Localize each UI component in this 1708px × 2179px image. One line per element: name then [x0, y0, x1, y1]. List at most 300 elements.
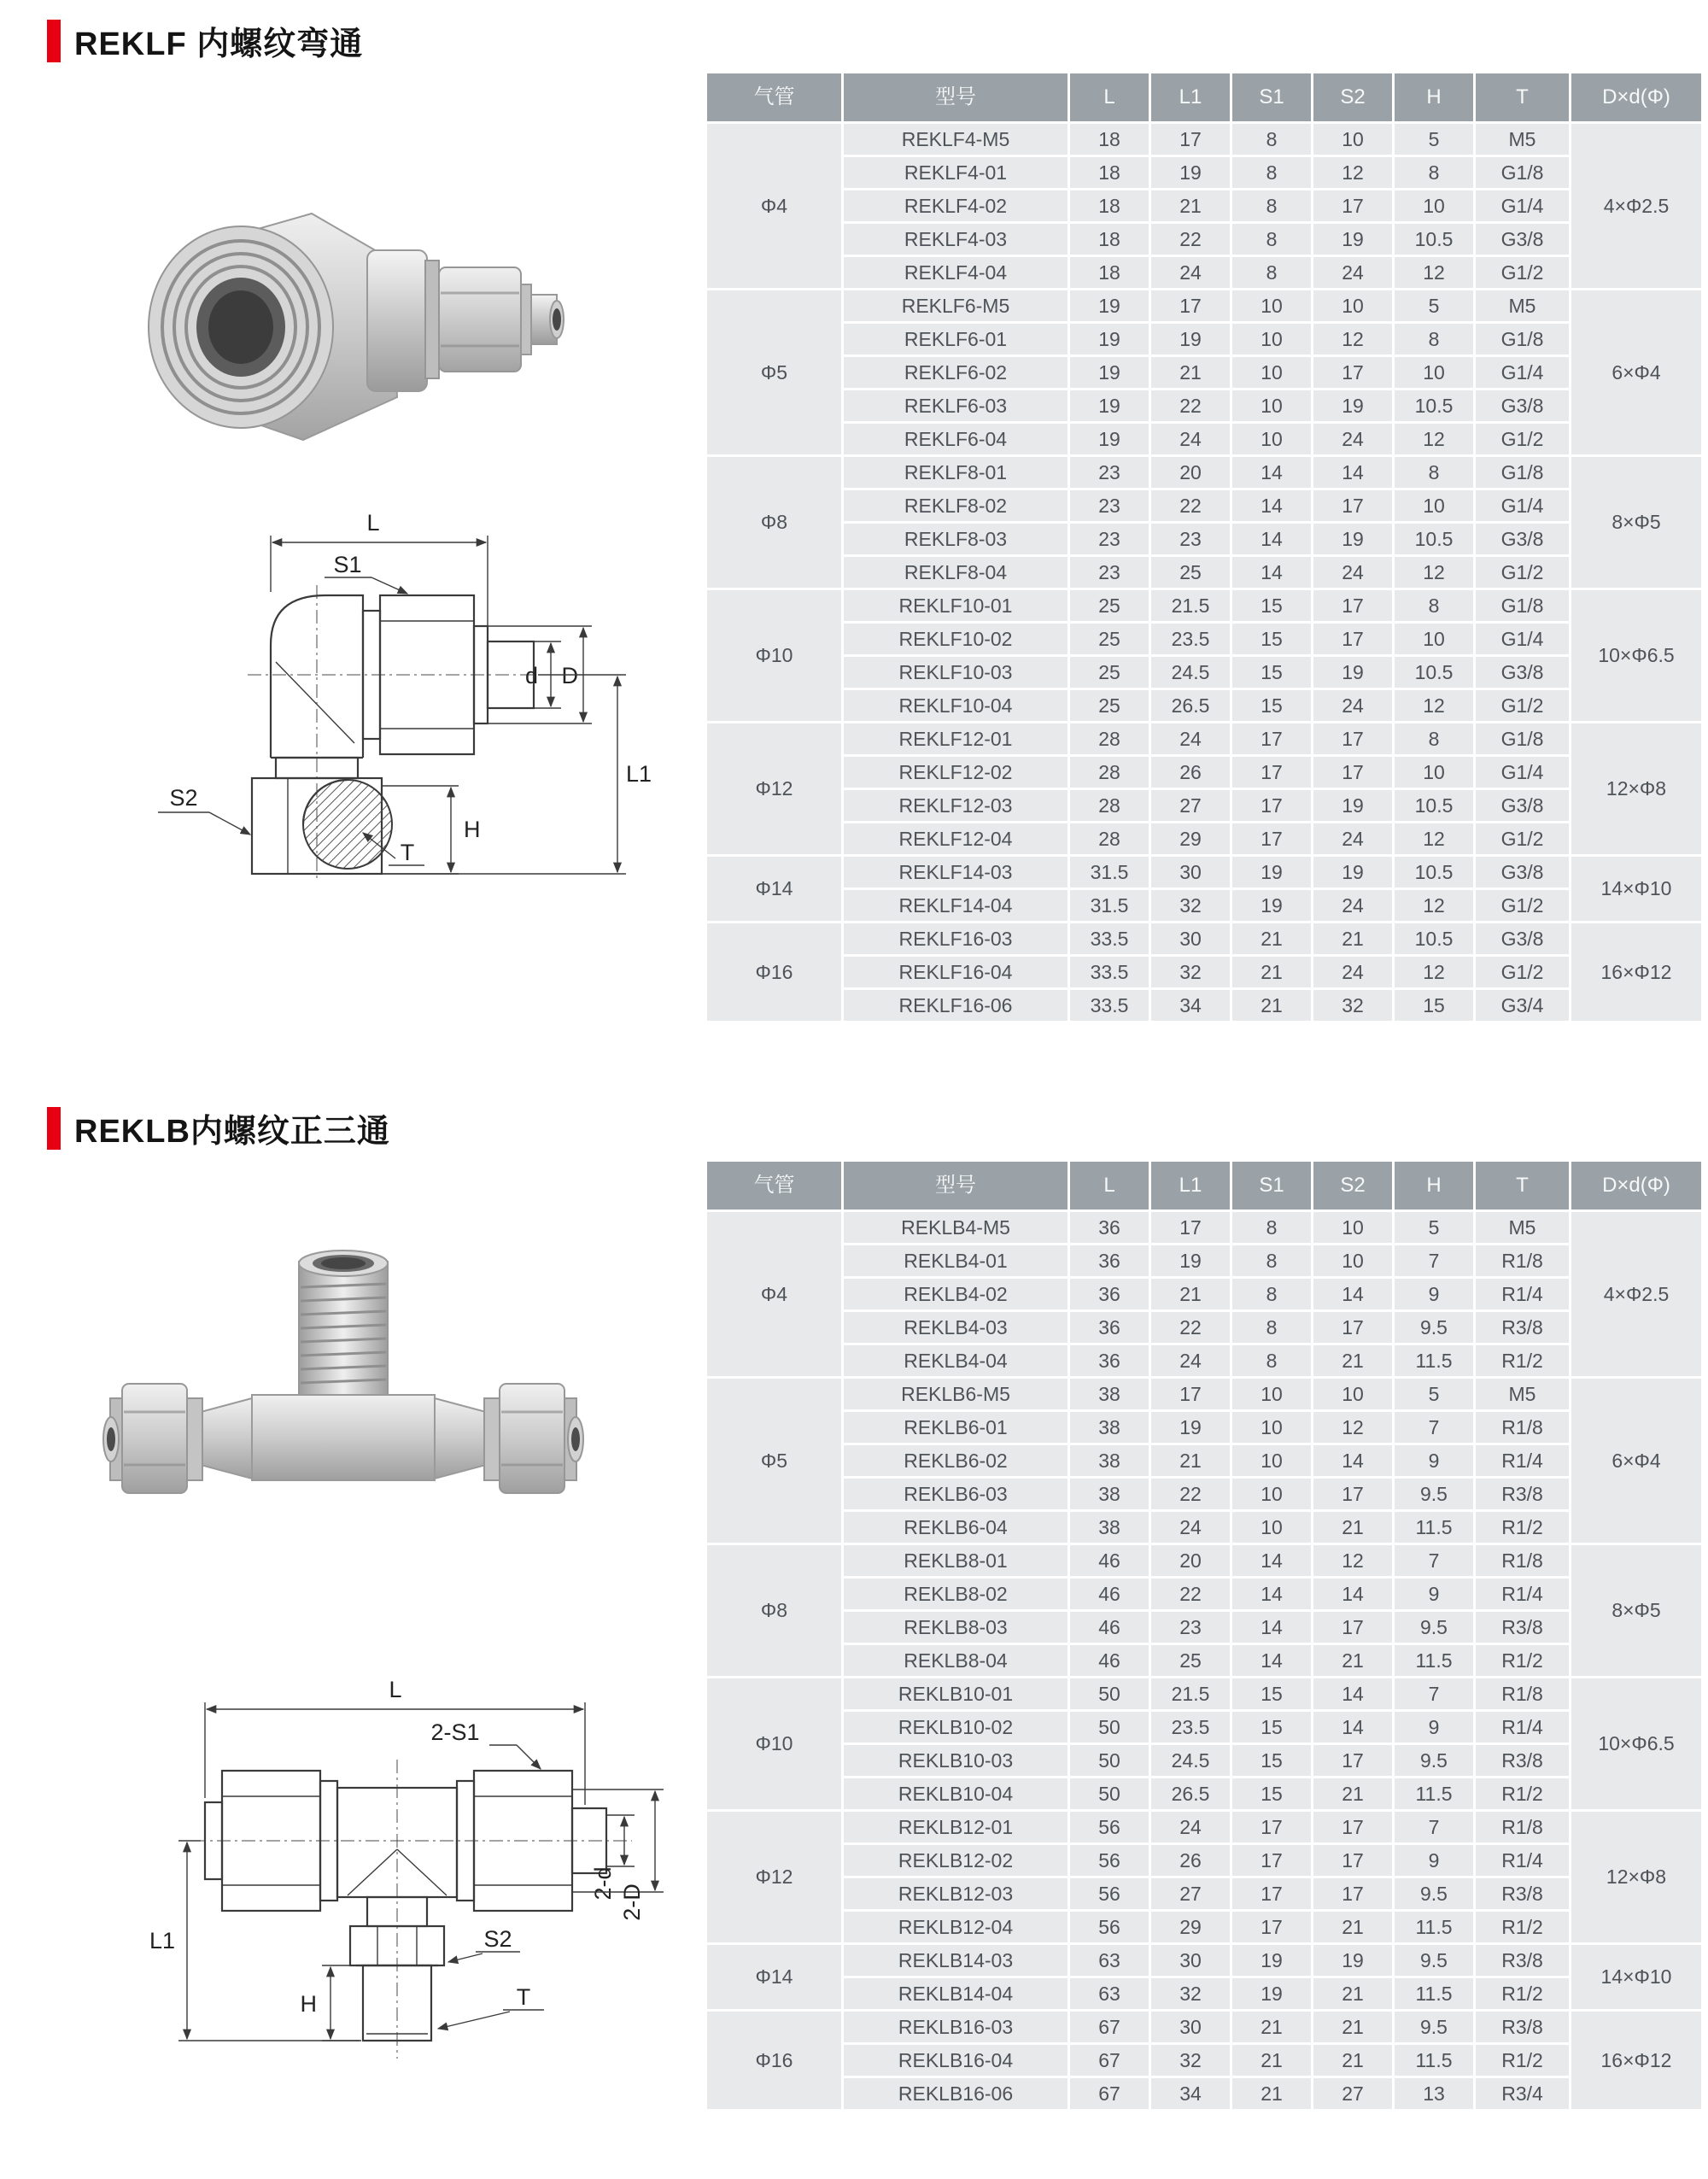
dimension-cell: 22 — [1150, 390, 1231, 423]
model-cell: REKLB4-02 — [843, 1278, 1069, 1311]
dimension-cell: 24.5 — [1150, 656, 1231, 689]
dimension-cell: 21 — [1313, 1511, 1394, 1544]
dimension-cell: 23.5 — [1150, 623, 1231, 656]
dim-label-L: L — [366, 510, 380, 536]
dimension-cell: 10.5 — [1394, 856, 1475, 889]
table-row — [706, 1511, 1703, 1544]
dim-label-L1: L1 — [149, 1928, 175, 1953]
dimension-cell: 10.5 — [1394, 656, 1475, 689]
column-header: 气管 — [706, 1161, 843, 1211]
dimension-cell: 19 — [1150, 1411, 1231, 1444]
dimension-cell: R1/2 — [1475, 1911, 1571, 1944]
dimension-cell: 22 — [1150, 1578, 1231, 1611]
dimension-cell: 7 — [1394, 1544, 1475, 1578]
dimension-cell: 23 — [1150, 523, 1231, 556]
dim-label-S1: 2-S1 — [430, 1719, 480, 1745]
dimension-cell: 30 — [1150, 2011, 1231, 2044]
dimension-cell: 10 — [1231, 1478, 1313, 1511]
dimension-cell: 8 — [1394, 156, 1475, 190]
table-row — [706, 1211, 1703, 1245]
dimension-cell: 38 — [1069, 1411, 1150, 1444]
dimension-cell: 12 — [1394, 689, 1475, 723]
dimension-cell: 9 — [1394, 1578, 1475, 1611]
tube-size-cell: Φ10 — [706, 1678, 843, 1811]
dimension-cell: 21 — [1313, 1344, 1394, 1378]
table-row — [706, 423, 1703, 456]
dimension-cell: 34 — [1150, 989, 1231, 1022]
dimension-cell: 17 — [1313, 1844, 1394, 1877]
dimension-cell: 11.5 — [1394, 1778, 1475, 1811]
column-header: S1 — [1231, 1161, 1313, 1211]
dimension-cell: 21 — [1231, 989, 1313, 1022]
dimension-cell: 27 — [1150, 1877, 1231, 1911]
dxd-cell: 8×Φ5 — [1571, 456, 1703, 589]
dimension-cell: 7 — [1394, 1245, 1475, 1278]
table-row — [706, 256, 1703, 290]
model-cell: REKLB14-03 — [843, 1944, 1069, 1977]
dimension-cell: 7 — [1394, 1678, 1475, 1711]
dimension-cell: G1/2 — [1475, 256, 1571, 290]
dimension-cell: 32 — [1150, 2044, 1231, 2077]
dimension-cell: 10 — [1313, 290, 1394, 323]
dimension-cell: 8 — [1231, 256, 1313, 290]
model-cell: REKLF4-M5 — [843, 123, 1069, 156]
dimension-cell: R1/8 — [1475, 1245, 1571, 1278]
tube-size-cell: Φ14 — [706, 856, 843, 923]
tube-size-cell: Φ16 — [706, 2011, 843, 2111]
dimension-cell: 19 — [1231, 1977, 1313, 2011]
dimension-cell: G3/8 — [1475, 856, 1571, 889]
dimension-cell: 21 — [1231, 2011, 1313, 2044]
dxd-cell: 4×Φ2.5 — [1571, 1211, 1703, 1378]
column-header: T — [1475, 1161, 1571, 1211]
dimension-cell: 10.5 — [1394, 789, 1475, 823]
model-cell: REKLF6-03 — [843, 390, 1069, 423]
dimension-cell: 8 — [1231, 156, 1313, 190]
model-cell: REKLB12-01 — [843, 1811, 1069, 1844]
dimension-cell: 17 — [1231, 823, 1313, 856]
title-accent-bar — [47, 20, 61, 62]
section-title-reklf — [47, 17, 363, 64]
table-row — [706, 1278, 1703, 1311]
dimension-cell: 11.5 — [1394, 1344, 1475, 1378]
dimension-cell: 67 — [1069, 2077, 1150, 2111]
model-cell: REKLF12-03 — [843, 789, 1069, 823]
table-row — [706, 390, 1703, 423]
model-cell: REKLF12-01 — [843, 723, 1069, 756]
table-row — [706, 2011, 1703, 2044]
dimension-cell: 24 — [1313, 823, 1394, 856]
dimension-cell: M5 — [1475, 1211, 1571, 1245]
dimension-cell: 15 — [1231, 1678, 1313, 1711]
table-row — [706, 190, 1703, 223]
table-row — [706, 1778, 1703, 1811]
dimension-cell: 56 — [1069, 1911, 1150, 1944]
model-cell: REKLB6-01 — [843, 1411, 1069, 1444]
dimension-cell: 10 — [1313, 1211, 1394, 1245]
dimension-cell: G1/4 — [1475, 489, 1571, 523]
dimension-cell: R3/8 — [1475, 1744, 1571, 1778]
table-row — [706, 1711, 1703, 1744]
dimension-cell: 17 — [1231, 1911, 1313, 1944]
dimension-cell: 8 — [1231, 123, 1313, 156]
model-cell: REKLB12-04 — [843, 1911, 1069, 1944]
dimension-cell: 5 — [1394, 1211, 1475, 1245]
dimension-cell: 14 — [1231, 1544, 1313, 1578]
dimension-cell: 19 — [1313, 856, 1394, 889]
dimension-cell: 11.5 — [1394, 1511, 1475, 1544]
dxd-cell: 14×Φ10 — [1571, 1944, 1703, 2011]
dimension-cell: 19 — [1069, 390, 1150, 423]
dimension-cell: 5 — [1394, 1378, 1475, 1411]
model-cell: REKLB8-03 — [843, 1611, 1069, 1644]
table-row — [706, 1578, 1703, 1611]
dimension-cell: 14 — [1313, 1278, 1394, 1311]
dimension-cell: G1/2 — [1475, 889, 1571, 923]
tube-size-cell: Φ4 — [706, 123, 843, 290]
dimension-cell: R1/8 — [1475, 1811, 1571, 1844]
dimension-cell: M5 — [1475, 290, 1571, 323]
dxd-cell: 6×Φ4 — [1571, 1378, 1703, 1544]
spec-table-reklf — [705, 71, 1704, 1023]
dimension-cell: 21.5 — [1150, 589, 1231, 623]
dimension-cell: 26 — [1150, 1844, 1231, 1877]
dimension-cell: 21 — [1231, 923, 1313, 956]
page-title: REKLB内螺纹正三通 — [74, 1114, 390, 1150]
dimension-cell: 38 — [1069, 1478, 1150, 1511]
dimension-cell: 10 — [1394, 356, 1475, 390]
model-cell: REKLF14-04 — [843, 889, 1069, 923]
dimension-cell: R1/2 — [1475, 2044, 1571, 2077]
dimension-cell: 12 — [1394, 823, 1475, 856]
model-cell: REKLF8-03 — [843, 523, 1069, 556]
dim-label-L1: L1 — [626, 761, 652, 787]
dimension-cell: 21 — [1313, 1778, 1394, 1811]
table-row — [706, 1811, 1703, 1844]
table-row — [706, 1678, 1703, 1711]
table-row — [706, 1977, 1703, 2011]
tube-size-cell: Φ16 — [706, 923, 843, 1022]
dimension-cell: 36 — [1069, 1344, 1150, 1378]
dimension-cell: 12 — [1394, 423, 1475, 456]
dxd-cell: 6×Φ4 — [1571, 290, 1703, 456]
column-header: L — [1069, 1161, 1150, 1211]
model-cell: REKLF14-03 — [843, 856, 1069, 889]
dxd-cell: 10×Φ6.5 — [1571, 589, 1703, 723]
model-cell: REKLF10-03 — [843, 656, 1069, 689]
dimension-cell: 28 — [1069, 823, 1150, 856]
dxd-cell: 4×Φ2.5 — [1571, 123, 1703, 290]
dimension-cell: R1/2 — [1475, 1778, 1571, 1811]
dimension-cell: M5 — [1475, 123, 1571, 156]
model-cell: REKLF12-04 — [843, 823, 1069, 856]
dimension-cell: R1/2 — [1475, 1644, 1571, 1678]
dimension-cell: 9.5 — [1394, 1611, 1475, 1644]
dimension-cell: 10 — [1231, 356, 1313, 390]
model-cell: REKLB4-01 — [843, 1245, 1069, 1278]
dimension-cell: R3/4 — [1475, 2077, 1571, 2111]
dimension-cell: 8 — [1231, 1344, 1313, 1378]
dimension-cell: 21 — [1150, 1278, 1231, 1311]
dimension-cell: 17 — [1313, 1311, 1394, 1344]
dimension-cell: 17 — [1313, 489, 1394, 523]
dimension-cell: 26.5 — [1150, 689, 1231, 723]
model-cell: REKLF8-02 — [843, 489, 1069, 523]
dimension-cell: 24.5 — [1150, 1744, 1231, 1778]
dimension-cell: 19 — [1069, 356, 1150, 390]
model-cell: REKLF6-M5 — [843, 290, 1069, 323]
model-cell: REKLF16-03 — [843, 923, 1069, 956]
dimension-cell: 14 — [1231, 489, 1313, 523]
dimension-cell: 10 — [1394, 623, 1475, 656]
dim-label-S2: S2 — [169, 785, 198, 811]
dimension-cell: 23 — [1150, 1611, 1231, 1644]
dimension-cell: 17 — [1231, 1844, 1313, 1877]
dimension-cell: 23 — [1069, 456, 1150, 489]
table-row — [706, 1744, 1703, 1778]
dimension-cell: G3/8 — [1475, 390, 1571, 423]
model-cell: REKLB12-02 — [843, 1844, 1069, 1877]
dimension-cell: 14 — [1313, 1678, 1394, 1711]
dimension-cell: 9 — [1394, 1278, 1475, 1311]
dimension-cell: 21 — [1231, 2077, 1313, 2111]
column-header: 型号 — [843, 1161, 1069, 1211]
dimension-cell: 67 — [1069, 2044, 1150, 2077]
dimension-cell: 21.5 — [1150, 1678, 1231, 1711]
model-cell: REKLB16-06 — [843, 2077, 1069, 2111]
dimension-cell: 21 — [1150, 1444, 1231, 1478]
table-row — [706, 523, 1703, 556]
dimension-cell: R1/4 — [1475, 1578, 1571, 1611]
dimension-cell: 17 — [1150, 123, 1231, 156]
dimension-cell: G1/4 — [1475, 356, 1571, 390]
dimension-cell: 10 — [1231, 423, 1313, 456]
dimension-cell: 38 — [1069, 1511, 1150, 1544]
column-header: D×d(Φ) — [1571, 73, 1703, 123]
dimension-cell: 11.5 — [1394, 2044, 1475, 2077]
dimension-cell: 25 — [1069, 689, 1150, 723]
table-row — [706, 723, 1703, 756]
dimension-cell: 14 — [1231, 556, 1313, 589]
dimension-cell: 32 — [1150, 956, 1231, 989]
dimension-cell: 21 — [1150, 356, 1231, 390]
dimension-cell: R3/8 — [1475, 1877, 1571, 1911]
dimension-cell: 15 — [1231, 623, 1313, 656]
dxd-cell: 16×Φ12 — [1571, 2011, 1703, 2111]
dimension-cell: 28 — [1069, 756, 1150, 789]
column-header: L — [1069, 73, 1150, 123]
dimension-cell: 17 — [1313, 190, 1394, 223]
column-header: 型号 — [843, 73, 1069, 123]
dimension-cell: 25 — [1150, 1644, 1231, 1678]
dimension-cell: 38 — [1069, 1378, 1150, 1411]
dimension-cell: 56 — [1069, 1811, 1150, 1844]
table-row — [706, 290, 1703, 323]
dimension-cell: 21 — [1313, 1644, 1394, 1678]
table-row — [706, 656, 1703, 689]
dimension-cell: 32 — [1150, 889, 1231, 923]
dimension-cell: 21 — [1313, 1977, 1394, 2011]
dimension-cell: 24 — [1313, 556, 1394, 589]
dimension-cell: 33.5 — [1069, 923, 1150, 956]
dimension-cell: 20 — [1150, 1544, 1231, 1578]
dimension-cell: G3/8 — [1475, 656, 1571, 689]
dimension-cell: 24 — [1150, 256, 1231, 290]
dimension-cell: 26.5 — [1150, 1778, 1231, 1811]
dim-label-H: H — [300, 1991, 317, 2017]
dimension-cell: G1/8 — [1475, 323, 1571, 356]
page-title: REKLF 内螺纹弯通 — [74, 26, 364, 62]
column-header: S2 — [1313, 1161, 1394, 1211]
model-cell: REKLB4-04 — [843, 1344, 1069, 1378]
dimension-cell: 15 — [1231, 1744, 1313, 1778]
dimension-cell: 27 — [1150, 789, 1231, 823]
dimension-cell: 19 — [1231, 1944, 1313, 1977]
model-cell: REKLB10-03 — [843, 1744, 1069, 1778]
dimension-cell: R1/8 — [1475, 1678, 1571, 1711]
dimension-cell: G3/8 — [1475, 223, 1571, 256]
dimension-cell: 10 — [1394, 190, 1475, 223]
model-cell: REKLF10-02 — [843, 623, 1069, 656]
table-row — [706, 1877, 1703, 1911]
table-row — [706, 1378, 1703, 1411]
dimension-cell: 21 — [1313, 2011, 1394, 2044]
dimension-cell: 17 — [1313, 1478, 1394, 1511]
dim-label-S1: S1 — [333, 552, 362, 577]
dim-label-D: 2-D — [619, 1883, 645, 1921]
model-cell: REKLF16-06 — [843, 989, 1069, 1022]
dimension-cell: 17 — [1150, 1378, 1231, 1411]
dimension-cell: G1/4 — [1475, 623, 1571, 656]
dimension-cell: G3/8 — [1475, 923, 1571, 956]
dimension-cell: 10 — [1231, 1411, 1313, 1444]
table-row — [706, 2044, 1703, 2077]
dimension-cell: 10 — [1313, 1378, 1394, 1411]
dxd-cell: 8×Φ5 — [1571, 1544, 1703, 1678]
dimension-cell: 12 — [1394, 556, 1475, 589]
tube-size-cell: Φ5 — [706, 290, 843, 456]
dimension-cell: 14 — [1231, 1611, 1313, 1644]
dimension-cell: 15 — [1231, 589, 1313, 623]
dimension-cell: 12 — [1394, 956, 1475, 989]
dim-label-T: T — [400, 840, 415, 865]
dimension-cell: 25 — [1069, 656, 1150, 689]
dimension-cell: 19 — [1313, 656, 1394, 689]
dimension-cell: 23 — [1069, 556, 1150, 589]
dimension-cell: G1/8 — [1475, 456, 1571, 489]
model-cell: REKLF16-04 — [843, 956, 1069, 989]
dimension-cell: 14 — [1313, 1711, 1394, 1744]
dimension-cell: R1/4 — [1475, 1711, 1571, 1744]
dimension-cell: R1/4 — [1475, 1844, 1571, 1877]
dimension-cell: 24 — [1150, 1344, 1231, 1378]
dimension-cell: 21 — [1313, 2044, 1394, 2077]
dimension-cell: 10 — [1394, 756, 1475, 789]
dxd-cell: 10×Φ6.5 — [1571, 1678, 1703, 1811]
dimension-cell: 22 — [1150, 1311, 1231, 1344]
dimension-cell: R3/8 — [1475, 1944, 1571, 1977]
dimension-cell: 18 — [1069, 156, 1150, 190]
dimension-cell: 30 — [1150, 1944, 1231, 1977]
dimension-cell: 10 — [1231, 1444, 1313, 1478]
dimension-cell: 15 — [1231, 656, 1313, 689]
table-row — [706, 756, 1703, 789]
dimension-cell: G1/8 — [1475, 156, 1571, 190]
dimension-cell: 17 — [1231, 789, 1313, 823]
dimension-cell: G3/8 — [1475, 523, 1571, 556]
column-header: H — [1394, 73, 1475, 123]
dimension-cell: 14 — [1231, 456, 1313, 489]
dimension-cell: 24 — [1150, 423, 1231, 456]
table-row — [706, 856, 1703, 889]
dimension-cell: 17 — [1313, 356, 1394, 390]
dimension-cell: 26 — [1150, 756, 1231, 789]
dimension-cell: 17 — [1150, 1211, 1231, 1245]
dimension-cell: R1/2 — [1475, 1344, 1571, 1378]
model-cell: REKLF4-02 — [843, 190, 1069, 223]
dimension-cell: 31.5 — [1069, 889, 1150, 923]
table-row — [706, 1544, 1703, 1578]
table-row — [706, 1944, 1703, 1977]
technical-drawing-tee — [73, 1661, 679, 2114]
dimension-cell: 8 — [1231, 1245, 1313, 1278]
dimension-cell: 19 — [1231, 856, 1313, 889]
model-cell: REKLF4-01 — [843, 156, 1069, 190]
dimension-cell: 14 — [1231, 1644, 1313, 1678]
dimension-cell: 10.5 — [1394, 923, 1475, 956]
dimension-cell: 21 — [1150, 190, 1231, 223]
dimension-cell: R3/8 — [1475, 1478, 1571, 1511]
dimension-cell: G3/4 — [1475, 989, 1571, 1022]
dimension-cell: 9 — [1394, 1444, 1475, 1478]
dxd-cell: 12×Φ8 — [1571, 1811, 1703, 1944]
model-cell: REKLB8-02 — [843, 1578, 1069, 1611]
dimension-cell: 10 — [1394, 489, 1475, 523]
dim-label-d: d — [524, 663, 538, 688]
column-header: D×d(Φ) — [1571, 1161, 1703, 1211]
model-cell: REKLB4-M5 — [843, 1211, 1069, 1245]
dimension-cell: R1/8 — [1475, 1544, 1571, 1578]
table-row — [706, 789, 1703, 823]
dimension-cell: 23.5 — [1150, 1711, 1231, 1744]
dimension-cell: M5 — [1475, 1378, 1571, 1411]
model-cell: REKLF6-02 — [843, 356, 1069, 390]
model-cell: REKLB6-M5 — [843, 1378, 1069, 1411]
dimension-cell: 12 — [1313, 1544, 1394, 1578]
model-cell: REKLB14-04 — [843, 1977, 1069, 2011]
dimension-cell: 19 — [1231, 889, 1313, 923]
model-cell: REKLF6-04 — [843, 423, 1069, 456]
dimension-cell: 13 — [1394, 2077, 1475, 2111]
dimension-cell: 8 — [1231, 223, 1313, 256]
dimension-cell: 10 — [1313, 1245, 1394, 1278]
tube-size-cell: Φ8 — [706, 1544, 843, 1678]
model-cell: REKLB10-02 — [843, 1711, 1069, 1744]
dimension-cell: G1/2 — [1475, 423, 1571, 456]
dimension-cell: R1/2 — [1475, 1977, 1571, 2011]
section-title-reklb — [47, 1104, 390, 1151]
dimension-cell: 33.5 — [1069, 989, 1150, 1022]
table-row — [706, 823, 1703, 856]
model-cell: REKLB10-01 — [843, 1678, 1069, 1711]
model-cell: REKLF8-01 — [843, 456, 1069, 489]
dimension-cell: 12 — [1394, 889, 1475, 923]
dimension-cell: 21 — [1231, 2044, 1313, 2077]
dimension-cell: 24 — [1313, 689, 1394, 723]
dimension-cell: G1/8 — [1475, 589, 1571, 623]
model-cell: REKLF12-02 — [843, 756, 1069, 789]
dimension-cell: 46 — [1069, 1611, 1150, 1644]
